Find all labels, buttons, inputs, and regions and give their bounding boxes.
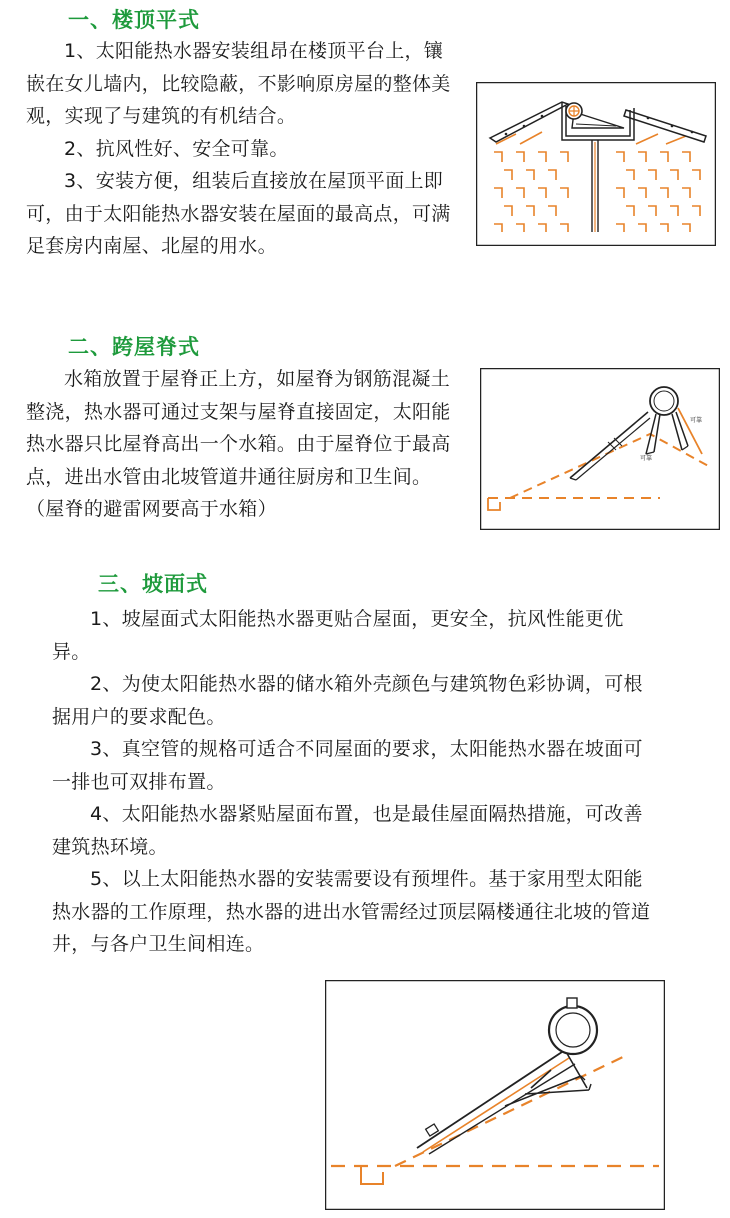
- section-1-paragraph-2: 2、抗风性好、安全可靠。: [64, 137, 289, 160]
- section-3-paragraph-1: 1、坡屋面式太阳能热水器更贴合屋面，更安全，抗风性能更优异。: [52, 608, 624, 663]
- ridge-label-lower: 可靠: [640, 455, 653, 462]
- flat-roof-diagram: [476, 82, 716, 246]
- section-2-title: 二、跨屋脊式: [68, 335, 200, 359]
- section-3-paragraph-5: 5、以上太阳能热水器的安装需要设有预埋件。基于家用型太阳能热水器的工作原理，热水器的进出水管需经过顶层隔楼通往北坡的管道井，与各户卫生间相连。: [52, 868, 651, 955]
- section-3-body: [52, 603, 658, 961]
- section-3-paragraph-2: 2、为使太阳能热水器的储水箱外壳颜色与建筑物色彩协调，可根据用户的要求配色。: [52, 673, 643, 728]
- section-1-paragraph-1: 1、太阳能热水器安装组昂在楼顶平台上，镶嵌在女儿墙内，比较隐蔽，不影响原房屋的整体美观，实现了与建筑的有机结合。: [26, 40, 451, 127]
- section-3-title: 三、坡面式: [98, 572, 208, 596]
- section-3-paragraph-4: 4、太阳能热水器紧贴屋面布置，也是最佳屋面隔热措施，可改善建筑热环境。: [52, 803, 643, 858]
- section-1-title: 一、楼顶平式: [68, 8, 200, 32]
- section-1-paragraph-3: 3、安装方便，组装后直接放在屋顶平面上即可，由于太阳能热水器安装在屋面的最高点，可满足套房内南屋、北屋的用水。: [26, 170, 451, 257]
- section-2-body: [26, 363, 456, 526]
- section-3-paragraph-3: 3、真空管的规格可适合不同屋面的要求，太阳能热水器在坡面可一排也可双排布置。: [52, 738, 643, 793]
- ridge-label-upper: 可靠: [690, 417, 703, 424]
- slope-mount-diagram: [325, 980, 665, 1210]
- section-1-body: [26, 35, 456, 263]
- ridge-mount-diagram: [480, 368, 720, 530]
- section-2-paragraph-1: 水箱放置于屋脊正上方，如屋脊为钢筋混凝土整浇，热水器可通过支架与屋脊直接固定，太阳能热水器只比屋脊高出一个水箱。由于屋脊位于最高点，进出水管由北坡管道井通往厨房和卫生间。（屋脊的避雷网要高于水箱）: [26, 368, 451, 520]
